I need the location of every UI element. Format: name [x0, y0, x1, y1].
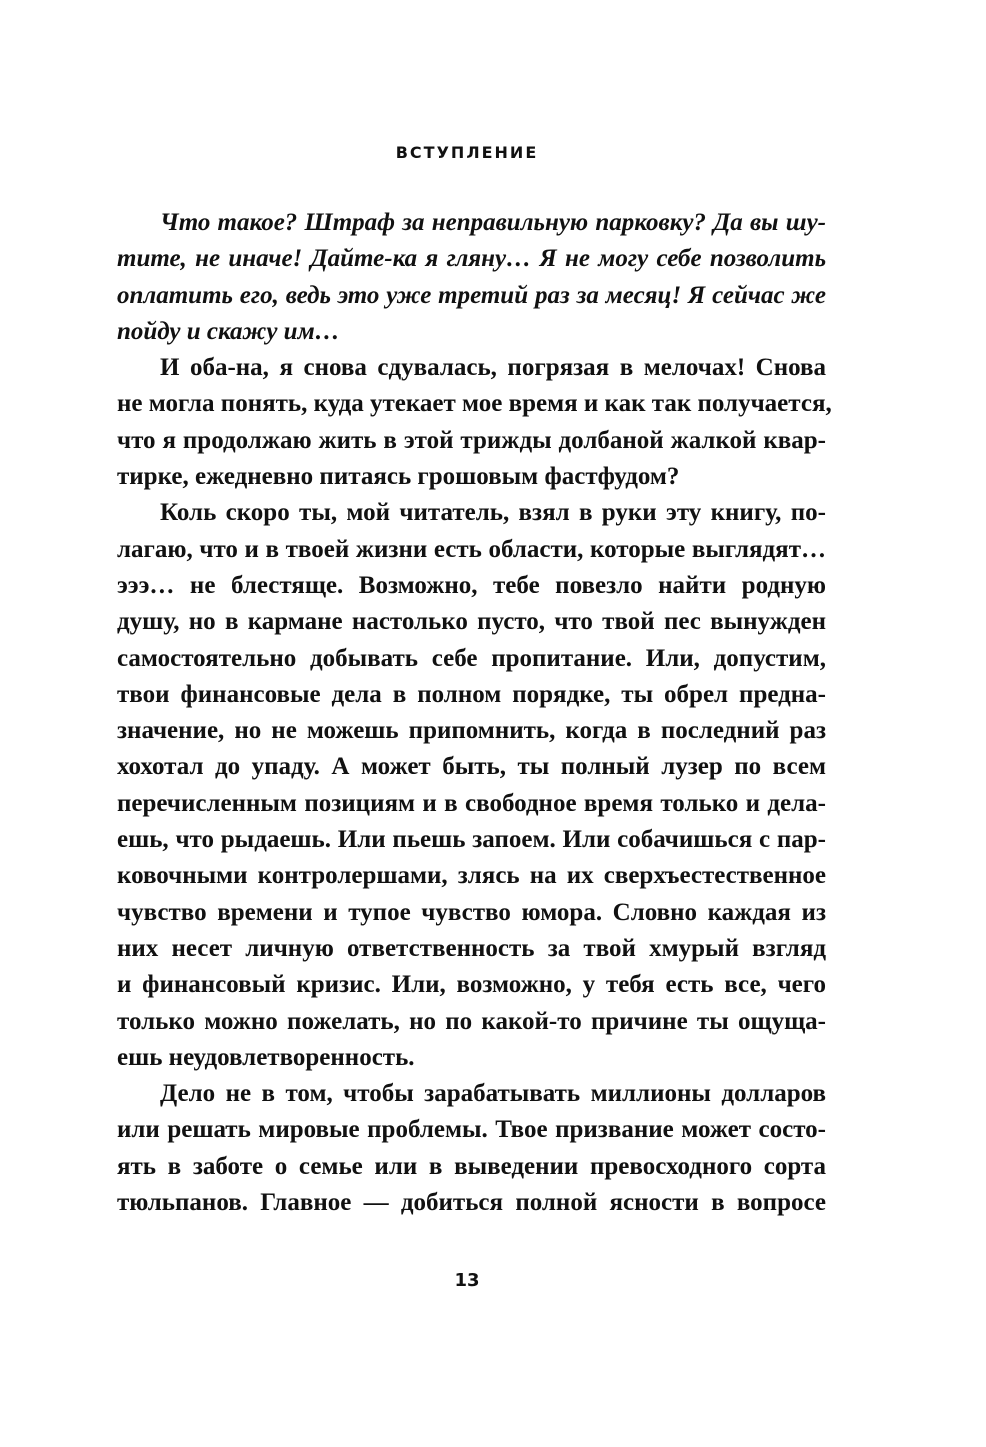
- text-line: ять в заботе о семье или в выведении превосходного сорта: [117, 1152, 826, 1180]
- text-line: И оба-на, я снова сдувалась, погрязая в мелочах! Снова: [160, 354, 826, 382]
- page-number: 13: [454, 1270, 480, 1291]
- text-line: оплатить его, ведь это уже третий раз за месяц! Я сейчас же: [117, 281, 826, 309]
- running-header: ВСТУПЛЕНИЕ: [395, 143, 539, 162]
- text-line: тирке, ежедневно питаясь грошовым фастфудом?: [117, 463, 680, 491]
- text-line: тите, не иначе! Дайте-ка я гляну… Я не могу себе позволить: [117, 245, 826, 273]
- text-line: хохотал до упаду. А может быть, ты полный лузер по всем: [117, 753, 826, 781]
- text-line: душу, но в кармане настолько пусто, что твой пес вынужден: [117, 608, 826, 636]
- text-line: что я продолжаю жить в этой трижды долбаной жалкой квар-: [117, 426, 826, 454]
- text-line: пойду и скажу им…: [117, 317, 340, 345]
- text-line: ешь, что рыдаешь. Или пьешь запоем. Или собачишься с пар-: [117, 826, 826, 854]
- text-line: ешь неудовлетворенность.: [117, 1043, 415, 1071]
- text-line: Дело не в том, чтобы зарабатывать миллионы долларов: [160, 1080, 826, 1108]
- text-line: Что такое? Штраф за неправильную парковку? Да вы шу-: [160, 209, 826, 236]
- text-line: и финансовый кризис. Или, возможно, у тебя есть все, чего: [117, 971, 826, 999]
- text-line: тюльпанов. Главное — добиться полной ясности в вопросе: [117, 1189, 826, 1217]
- text-line: только можно пожелать, но по какой-то причине ты ощуща-: [117, 1007, 826, 1035]
- text-line: лагаю, что и в твоей жизни есть области, которые выглядят…: [117, 535, 826, 563]
- text-line: чувство времени и тупое чувство юмора. Словно каждая из: [117, 898, 826, 926]
- text-line: значение, но не можешь припомнить, когда в последний раз: [117, 717, 826, 745]
- paragraph: [117, 205, 826, 350]
- text-line: них несет личную ответственность за твой хмурый взгляд: [117, 934, 826, 962]
- paragraph: [117, 495, 826, 1076]
- text-line: или решать мировые проблемы. Твое призвание может состо-: [117, 1116, 826, 1144]
- text-line: твои финансовые дела в полном порядке, ты обрел предна-: [117, 680, 826, 708]
- paragraph: [117, 350, 832, 495]
- page-body-text: [117, 205, 832, 1221]
- text-line: Коль скоро ты, мой читатель, взял в руки эту книгу, по-: [160, 499, 826, 527]
- paragraph: [117, 1076, 826, 1221]
- text-line: самостоятельно добывать себе пропитание. Или, допустим,: [117, 644, 826, 672]
- text-line: эээ… не блестяще. Возможно, тебе повезло найти родную: [117, 571, 826, 599]
- text-line: не могла понять, куда утекает мое время и как так получается,: [117, 390, 832, 418]
- text-line: перечисленным позициям и в свободное время только и дела-: [117, 789, 826, 817]
- text-line: ковочными контролершами, злясь на их сверхъестественное: [117, 862, 826, 890]
